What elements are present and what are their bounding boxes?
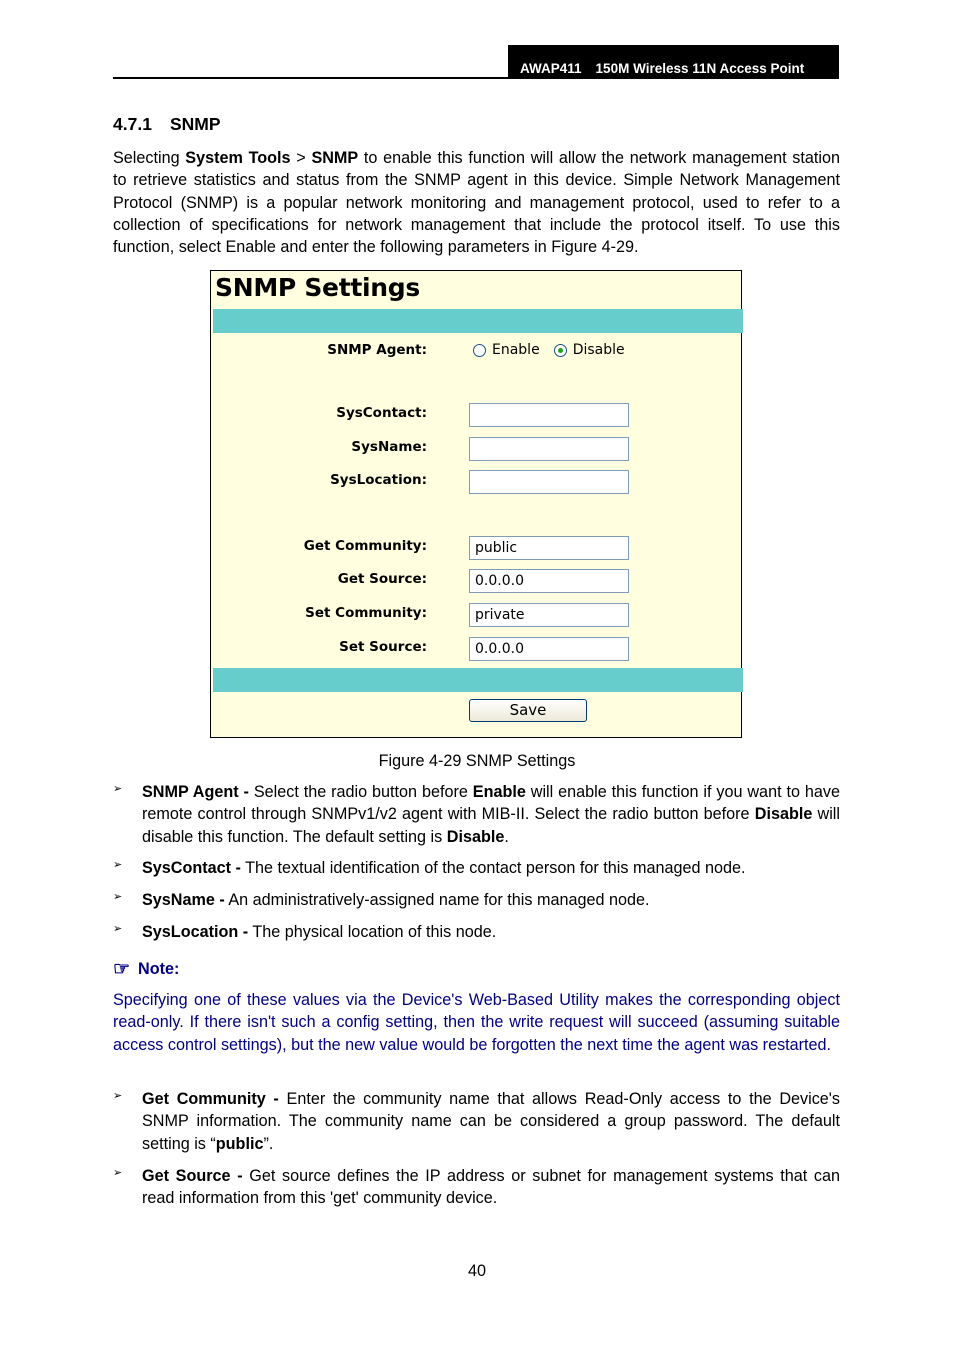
intro-text: > bbox=[290, 149, 312, 167]
bullet-term: Get Community - bbox=[142, 1090, 279, 1108]
note-heading bbox=[113, 958, 179, 981]
section-title: SNMP bbox=[170, 114, 221, 134]
page-header bbox=[508, 45, 839, 79]
save-button[interactable]: Save bbox=[469, 699, 587, 722]
intro-text: Selecting bbox=[113, 149, 186, 167]
bullet-text: The textual identification of the contact person for this managed node. bbox=[240, 859, 746, 877]
snmp-agent-label: SNMP Agent: bbox=[327, 342, 427, 358]
syscontact-label: SysContact: bbox=[336, 405, 427, 421]
intro-menu-snmp: SNMP bbox=[311, 149, 359, 167]
note-text: Specifying one of these values via the Device's Web-Based Utility makes the corresponding object read-only. If there isn't such a config setting, then the write request will succeed (assuming suitable access control settings), but the new value would be forgotten the next time the agent was restarted. bbox=[113, 991, 840, 1054]
header-rule bbox=[113, 77, 509, 79]
disable-radio[interactable] bbox=[554, 344, 567, 357]
bullet-text: The physical location of this node. bbox=[248, 923, 497, 941]
syslocation-label: SysLocation: bbox=[330, 472, 427, 488]
section-heading bbox=[113, 114, 221, 135]
bullet-syslocation bbox=[113, 921, 840, 943]
bullet-get-community bbox=[113, 1088, 840, 1155]
page-number: 40 bbox=[467, 1262, 486, 1280]
bullet-text: Enter the community name that allows Read-Only access to the Device's SNMP information. The community name can be considered a group password. The default setting is “ bbox=[142, 1090, 840, 1153]
bullet-arrow-icon: ➢ bbox=[113, 923, 123, 935]
bullet-term: Get Source - bbox=[142, 1167, 243, 1185]
snmp-settings-figure bbox=[210, 270, 742, 738]
figure-caption: Figure 4-29 SNMP Settings bbox=[378, 752, 576, 770]
bullet-syscontact bbox=[113, 857, 840, 879]
note-label: Note: bbox=[138, 960, 180, 978]
bullet-arrow-icon: ➢ bbox=[113, 891, 123, 903]
bullet-bold: Disable bbox=[754, 805, 813, 824]
bullet-text: . bbox=[504, 827, 509, 846]
bullet-sysname bbox=[113, 889, 840, 911]
bullet-text: ”. bbox=[263, 1134, 274, 1153]
bullet-text: Select the radio button before bbox=[248, 783, 473, 801]
sysname-label: SysName: bbox=[351, 439, 427, 455]
bullet-arrow-icon: ➢ bbox=[113, 859, 123, 871]
get-community-label: Get Community: bbox=[303, 538, 427, 554]
get-source-input[interactable]: 0.0.0.0 bbox=[469, 569, 629, 593]
bullet-term: SNMP Agent - bbox=[142, 783, 249, 801]
bullet-arrow-icon: ➢ bbox=[113, 783, 123, 795]
disable-radio-label[interactable]: Disable bbox=[572, 342, 625, 358]
set-community-input[interactable]: private bbox=[469, 603, 629, 627]
bullet-arrow-icon: ➢ bbox=[113, 1090, 123, 1102]
bullet-text: Get source defines the IP address or subnet for management systems that can read information from this 'get' community device. bbox=[142, 1167, 841, 1208]
bullet-bold: public bbox=[215, 1134, 264, 1153]
header-band bbox=[213, 309, 743, 333]
bullet-snmp-agent bbox=[113, 781, 840, 848]
bullet-bold: Enable bbox=[472, 783, 526, 801]
bullet-text: will disable this function. The default setting is bbox=[142, 805, 840, 846]
header-product: 150M Wireless 11N Access Point bbox=[595, 61, 805, 76]
pointing-hand-icon: ☞ bbox=[113, 959, 131, 980]
bullet-arrow-icon: ➢ bbox=[113, 1167, 123, 1179]
header-model: AWAP411 bbox=[520, 61, 582, 76]
figure-title: SNMP Settings bbox=[215, 273, 420, 302]
syscontact-input[interactable] bbox=[469, 403, 629, 427]
bullet-text: will enable this function if you want to have remote control through SNMPv1/v2 agent with MIB-II. Select the radio button before bbox=[142, 783, 840, 824]
bullet-term: SysLocation - bbox=[142, 923, 249, 941]
enable-radio-label[interactable]: Enable bbox=[492, 342, 540, 358]
bullet-get-source bbox=[113, 1165, 840, 1210]
bullet-term: SysName - bbox=[142, 891, 225, 909]
set-source-label: Set Source: bbox=[339, 639, 427, 655]
sysname-input[interactable] bbox=[469, 437, 629, 461]
intro-paragraph bbox=[113, 147, 840, 258]
footer-band bbox=[213, 668, 743, 692]
section-number: 4.7.1 bbox=[113, 114, 152, 134]
get-community-input[interactable]: public bbox=[469, 536, 629, 560]
set-community-label: Set Community: bbox=[305, 605, 427, 621]
syslocation-input[interactable] bbox=[469, 470, 629, 494]
bullet-term: SysContact - bbox=[142, 859, 241, 877]
set-source-input[interactable]: 0.0.0.0 bbox=[469, 637, 629, 661]
bullet-bold: Disable bbox=[446, 827, 505, 846]
intro-menu-system-tools: System Tools bbox=[185, 149, 291, 167]
snmp-agent-radio-group bbox=[473, 342, 639, 358]
bullet-text: An administratively-assigned name for this managed node. bbox=[224, 891, 650, 909]
enable-radio[interactable] bbox=[473, 344, 486, 357]
intro-text: to enable this function will allow the network management station to retrieve statistics and status from the SNMP agent in this device. Simple Network Management Protocol (SNMP) is a popular network monitoring and management protocol, used to refer to a collection of specifications for network management that include the protocol itself. To use this function, select Enable and enter the following parameters in Figure 4-29. bbox=[113, 149, 840, 257]
get-source-label: Get Source: bbox=[337, 571, 427, 587]
